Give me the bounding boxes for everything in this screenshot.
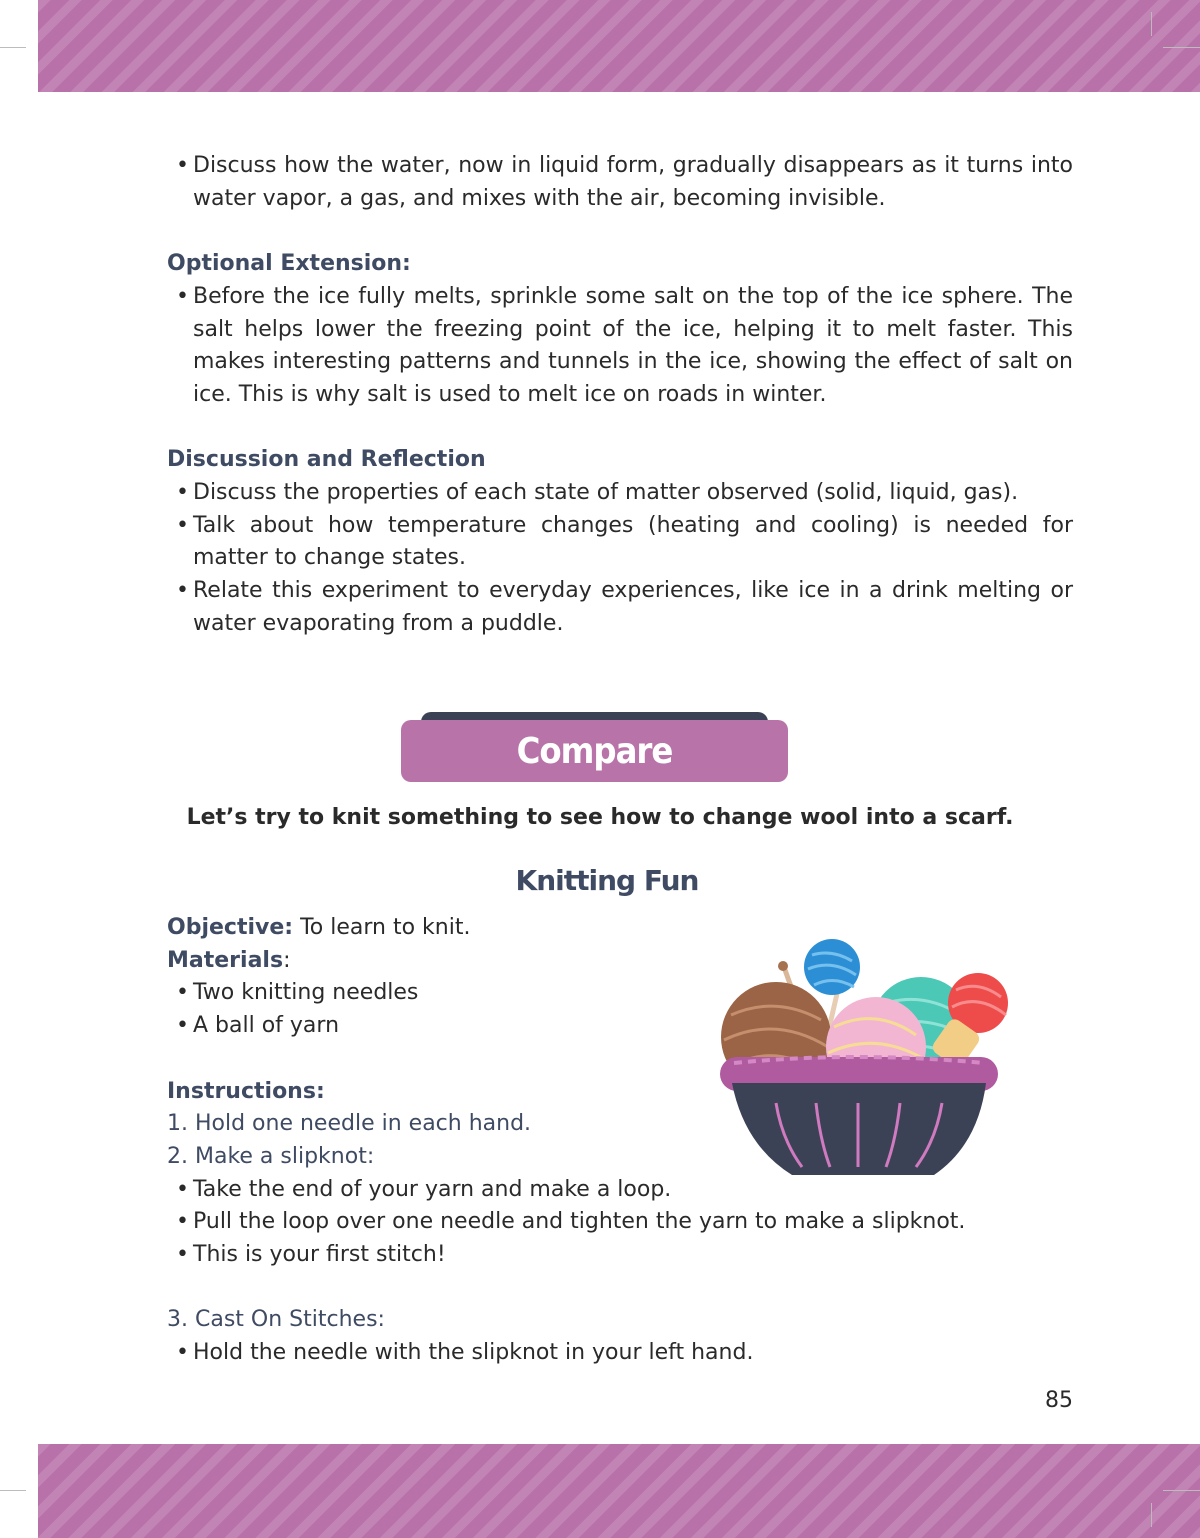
list-item: • Talk about how temperature changes (heating and cooling) is needed for matter to change states. bbox=[167, 510, 1073, 575]
crop-mark bbox=[1163, 47, 1200, 48]
list-item: • Discuss how the water, now in liquid form, gradually disappears as it turns into water vapor, a gas, and mixes with the air, becoming invisible. bbox=[167, 150, 1073, 215]
compare-banner bbox=[401, 712, 788, 782]
discussion-heading: Discussion and Reflection bbox=[167, 447, 486, 473]
step-3: 3. Cast On Stitches: bbox=[167, 1307, 385, 1333]
objective-text: To learn to knit. bbox=[293, 915, 471, 940]
bottom-decorative-band bbox=[38, 1444, 1200, 1538]
list-item: • Hold the needle with the slipknot in your left hand. bbox=[167, 1337, 1073, 1370]
list-item: • This is your first stitch! bbox=[167, 1239, 1073, 1272]
crop-mark bbox=[1163, 1490, 1200, 1491]
section-subtitle: Knitting Fun bbox=[515, 864, 699, 897]
crop-mark bbox=[0, 1490, 26, 1491]
list-item: • Before the ice fully melts, sprinkle some salt on the top of the ice sphere. The salt helps lower the freezing point of the ice, helping it to melt faster. This makes interesting patterns and tunnels in the ice, showing the effect of salt on ice. This is why salt is used to melt ice on roads in winter. bbox=[167, 281, 1073, 412]
step-3-list bbox=[167, 1337, 1073, 1370]
crop-mark bbox=[1151, 12, 1152, 36]
step-2-list bbox=[167, 1174, 1073, 1272]
crop-mark bbox=[0, 47, 26, 48]
top-decorative-band bbox=[38, 0, 1200, 92]
step-1: 1. Hold one needle in each hand. bbox=[167, 1111, 532, 1137]
crop-mark bbox=[1151, 1503, 1152, 1527]
upper-content bbox=[167, 150, 1073, 641]
materials-label: Materials bbox=[167, 947, 284, 973]
list-item: • Relate this experiment to everyday experiences, like ice in a drink melting or water evaporating from a puddle. bbox=[167, 575, 1073, 640]
tagline: Let’s try to knit something to see how to change wool into a scarf. bbox=[186, 805, 1014, 830]
list-item: • Discuss the properties of each state of matter observed (solid, liquid, gas). bbox=[167, 477, 1073, 510]
list-item: • Two knitting needles bbox=[167, 977, 1073, 1010]
water-vapor-list bbox=[167, 150, 1073, 215]
extension-list bbox=[167, 281, 1073, 412]
list-item: • Take the end of your yarn and make a loop. bbox=[167, 1174, 1073, 1207]
banner-label: Compare bbox=[401, 720, 788, 782]
optional-extension-heading: Optional Extension: bbox=[167, 251, 411, 277]
page-number: 85 bbox=[1045, 1388, 1073, 1413]
step-2: 2. Make a slipknot: bbox=[167, 1143, 375, 1169]
list-item: • A ball of yarn bbox=[167, 1010, 1073, 1043]
list-item: • Pull the loop over one needle and tighten the yarn to make a slipknot. bbox=[167, 1206, 1073, 1239]
instructions-heading: Instructions: bbox=[167, 1078, 325, 1104]
yarn-basket-icon bbox=[716, 935, 1012, 1183]
objective-label: Objective: bbox=[167, 915, 294, 940]
materials-colon: : bbox=[283, 947, 291, 973]
discussion-list bbox=[167, 477, 1073, 641]
